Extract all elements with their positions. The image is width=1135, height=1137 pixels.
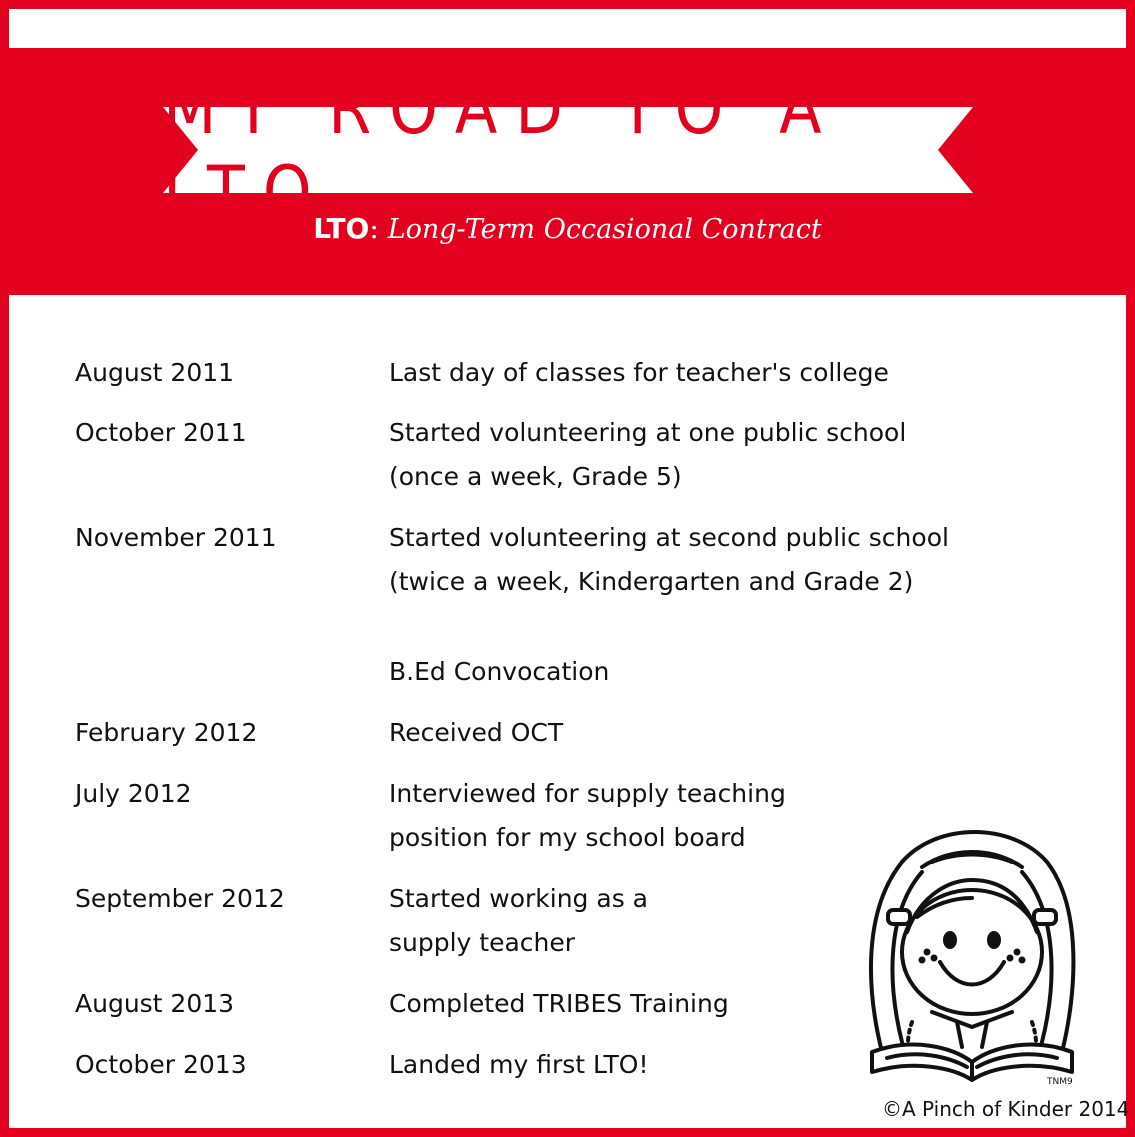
timeline-event	[389, 351, 1009, 395]
timeline-date: October 2013	[75, 1050, 247, 1079]
copyright-text: ©A Pinch of Kinder 2014	[882, 1097, 1130, 1121]
timeline-date: August 2013	[75, 989, 235, 1018]
event-line: Last day of classes for teacher's college	[389, 358, 889, 387]
timeline-date: February 2012	[75, 718, 258, 747]
girl-reading-book-icon	[862, 822, 1082, 1087]
subtitle-separator: :	[369, 212, 379, 245]
illustration-signature: TNM9	[1047, 1077, 1073, 1087]
event-line: Interviewed for supply teaching	[389, 779, 786, 808]
event-line: (once a week, Grade 5)	[389, 462, 682, 491]
timeline-date: October 2011	[75, 418, 247, 447]
page-title: MY ROAD TO A LTO	[163, 66, 840, 234]
event-line: Completed TRIBES Training	[389, 989, 729, 1018]
subtitle-abbreviation: LTO	[313, 212, 370, 245]
timeline-event	[389, 516, 1009, 604]
timeline-event	[389, 711, 1009, 755]
timeline-date: August 2011	[75, 358, 235, 387]
subtitle-definition: Long-Term Occasional Contract	[387, 214, 822, 245]
event-line: (twice a week, Kindergarten and Grade 2)	[389, 567, 914, 596]
timeline-date: November 2011	[75, 523, 277, 552]
event-line: supply teacher	[389, 928, 576, 957]
event-line: B.Ed Convocation	[389, 657, 610, 686]
event-line: position for my school board	[389, 823, 746, 852]
event-line: Landed my first LTO!	[389, 1050, 649, 1079]
timeline-date: September 2012	[75, 884, 285, 913]
timeline-event	[389, 411, 1009, 499]
event-line: Started working as a	[389, 884, 648, 913]
event-line: Started volunteering at second public school	[389, 523, 949, 552]
timeline-date: July 2012	[75, 779, 192, 808]
timeline-event	[389, 650, 1009, 694]
event-line: Received OCT	[389, 718, 564, 747]
event-line: Started volunteering at one public school	[389, 418, 907, 447]
